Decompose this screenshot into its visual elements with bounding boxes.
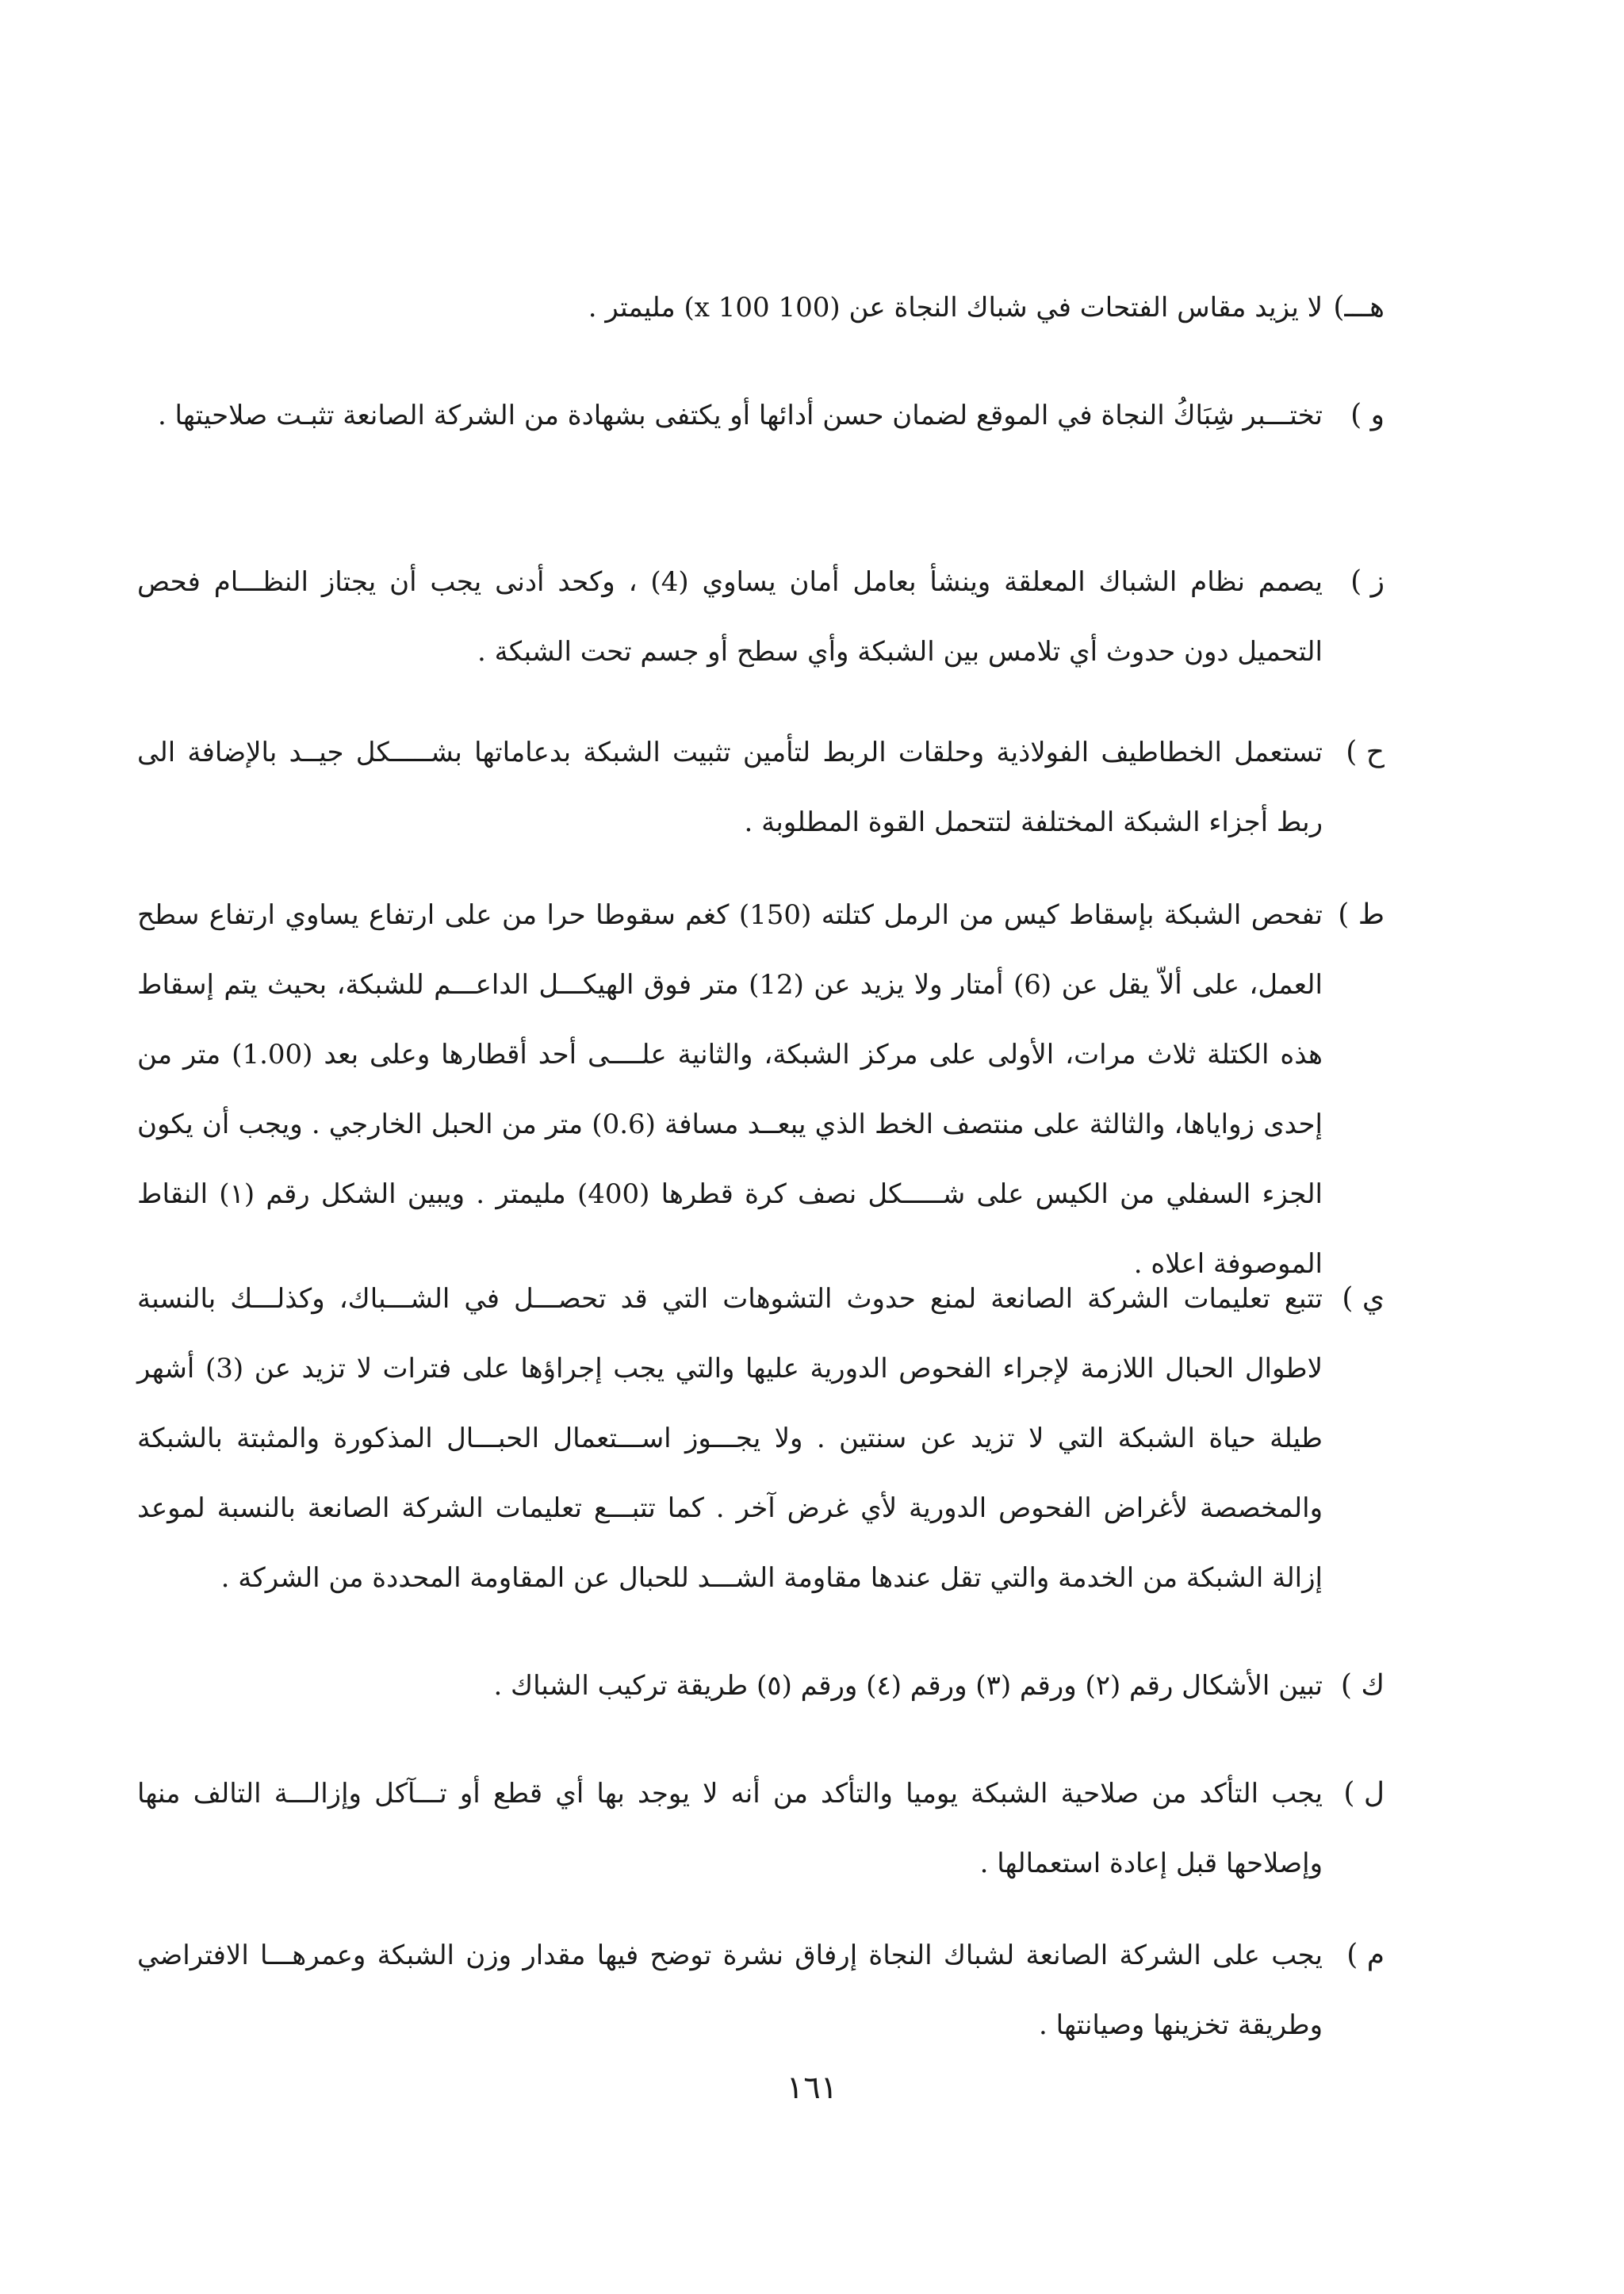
clause-text: يصمم نظام الشباك المعلقة وينشأ بعامل أمان يساوي (4) ، وكحد أدنى يجب أن يجتاز النظـــام فحص التحميل دون حدوث أي تلامس بين الشبكة وأي سطح أو جسم تحت الشبكة . [137,566,1323,668]
clause-marker: ل ) [1343,1777,1385,1810]
clause-ya [137,1264,1385,1613]
clause-marker: م ) [1346,1939,1385,1971]
clause-text: لا يزيد مقاس الفتحات في شباك النجاة عن (100 x 100) مليمتر . [588,292,1323,324]
clause-ha [137,273,1385,343]
clause-zay [137,547,1385,687]
clause-lam [137,1759,1385,1898]
clause-haa [137,718,1385,857]
clause-marker: ك ) [1340,1669,1385,1702]
clause-marker: ح ) [1346,736,1385,768]
clause-taa [137,880,1385,1299]
clause-text: يجب التأكد من صلاحية الشبكة يوميا والتأكد من أنه لا يوجد بها أي قطع أو تـــآكل وإزالـــة التالف منها وإصلاحها قبل إعادة استعمالها . [137,1778,1323,1879]
clause-text: تفحص الشبكة بإسقاط كيس من الرمل كتلته (150) كغم سقوطا حرا من على ارتفاع يساوي ارتفاع سطح العمل، على ألاّ يقل عن (6) أمتار ولا يزيد عن (12) متر فوق الهيكـــل الداعـــم للشبكة، بحيث يتم إسقاط هذه الكتلة ثلاث مرات، الأولى على مركز الشبكة، والثانية علــــى أحد أقطارها وعلى بعد (1.00) متر من إحدى زواياها، والثالثة على منتصف الخط الذي يبعــد مسافة (0.6) متر من الحبل الخارجي . ويجب أن يكون الجزء السفلي من الكيس على شـــــكل نصف كرة قطرها (400) مليمتر . ويبين الشكل رقم (١) النقاط الموصوفة اعلاه . [137,899,1323,1280]
clause-kaf [137,1651,1385,1721]
clause-text: تستعمل الخطاطيف الفولاذية وحلقات الربط لتأمين تثبيت الشبكة بدعاماتها بشـــــكل جيــد بالإضافة الى ربط أجزاء الشبكة المختلفة لتتحمل القوة المطلوبة . [137,737,1323,838]
clause-marker: ز ) [1350,565,1385,598]
clause-text: يجب على الشركة الصانعة لشباك النجاة إرفاق نشرة توضح فيها مقدار وزن الشبكة وعمرهـــا الافتراضي وطريقة تخزينها وصيانتها . [137,1940,1323,2041]
page-number: ١٦١ [786,2070,838,2106]
clause-text: تبين الأشكال رقم (٢) ورقم (٣) ورقم (٤) ورقم (٥) طريقة تركيب الشباك . [493,1670,1323,1702]
clause-marker: و ) [1350,399,1385,431]
clause-marker: ط ) [1338,898,1385,931]
clause-waw [137,381,1385,450]
clause-marker: هـــ) [1333,291,1385,324]
clause-mim [137,1921,1385,2060]
clause-marker: ي ) [1342,1282,1385,1315]
clause-text: تتبع تعليمات الشركة الصانعة لمنع حدوث التشوهات التي قد تحصـــل في الشـــباك، وكذلـــك بالنسبة لاطوال الحبال اللازمة لإجراء الفحوص الدورية عليها والتي يجب إجراؤها على فترات لا تزيد عن (3) أشهر طيلة حياة الشبكة التي لا تزيد عن سنتين . ولا يجـــوز اســـتعمال الحبـــال المذكورة والمثبتة بالشبكة والمخصصة لأغراض الفحوص الدورية لأي غرض آخر . كما تتبـــع تعليمات الشركة الصانعة بالنسبة لموعد إزالة الشبكة من الخدمة والتي تقل عندها مقاومة الشـــد للحبال عن المقاومة المحددة من الشركة . [137,1283,1323,1594]
clause-text: تختـــبر شِبَاكُ النجاة في الموقع لضمان حسن أدائها أو يكتفى بشهادة من الشركة الصانعة تثبـت صلاحيتها . [157,400,1323,431]
